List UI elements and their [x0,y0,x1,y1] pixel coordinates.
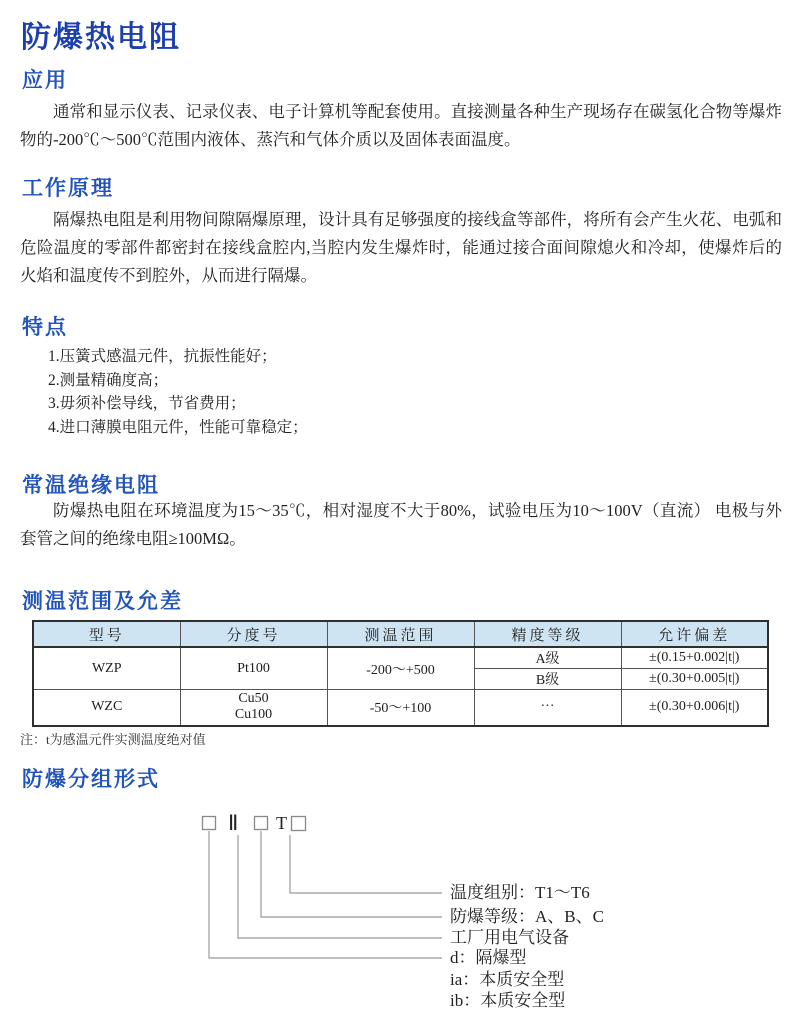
cell-grade-wzc: ··· [474,690,621,726]
connector-line-grade [261,831,442,917]
application-paragraph: 通常和显示仪表、记录仪表、电子计算机等配套使用。直接测量各种生产现场存在碳氢化合物等爆炸物的-200℃～500℃范围内液体、蒸汽和气体介质以及固体表面温度。 [20,102,782,149]
insulation-paragraph: 防爆热电阻在环境温度为15～35℃，相对湿度不大于80%，试验电压为10～100V（直流） 电极与外套管之间的绝缘电阻≥100MΩ。 [20,501,782,548]
cell-tolerance-wzc: ±(0.30+0.006|t|) [621,690,768,726]
code-symbol-roman-two: Ⅱ [228,811,239,835]
feature-item: 3.毋须补偿导线，节省费用； [48,395,246,412]
diagram-label-factory-equipment: 工厂用电气设备 [450,928,569,947]
diagram-label-intrinsic-ib: ib：本质安全型 [450,991,566,1010]
cell-grade-b: B级 [474,669,621,690]
section-heading-features: 特点 [22,316,68,339]
connector-line-factory [238,835,442,938]
col-header-range: 测温范围 [327,621,474,647]
cell-graduation-cu100: Cu100 [234,707,273,723]
section-heading-insulation: 常温绝缘电阻 [22,474,160,497]
col-header-model: 型号 [33,621,180,647]
section-heading-application: 应用 [22,69,68,92]
section-heading-grouping: 防爆分组形式 [22,768,160,791]
connector-line-temp-group [290,835,442,893]
cell-graduation-cu50: Cu50 [238,691,269,707]
cell-tolerance-a: ±(0.15+0.002|t|) [621,647,768,669]
section-heading-principle: 工作原理 [22,177,114,200]
cell-range-wzc: -50～+100 [327,690,474,726]
col-header-graduation: 分度号 [180,621,327,647]
feature-item: 1.压簧式感温元件，抗振性能好； [48,348,277,365]
feature-item: 2.测量精确度高； [48,371,169,389]
code-box-1 [203,817,216,830]
col-header-tolerance: 允许偏差 [621,621,768,647]
cell-graduation-pt100: Pt100 [180,647,327,690]
principle-paragraph: 隔爆热电阻是利用物间隙隔爆原理，设计具有足够强度的接线盒等部件，将所有会产生火花、电弧和危险温度的零部件都密封在接线盒腔内,当腔内发生爆炸时，能通过接合面间隙熄火和冷却，使爆炸后的火焰和温度传不到腔外，从而进行隔爆。 [20,210,782,285]
diagram-label-intrinsic-ia: ia：本质安全型 [450,970,565,989]
diagram-label-explosion-grade: 防爆等级：A、B、C [450,907,604,926]
table-note: 注：t为感温元件实测温度绝对值 [20,732,206,747]
code-symbol-t: T [276,813,287,833]
diagram-label-flameproof: d：隔爆型 [450,948,527,967]
feature-item: 4.进口薄膜电阻元件，性能可靠稳定； [48,418,308,436]
col-header-accuracy: 精度等级 [474,621,621,647]
connector-line-flameproof [209,831,442,958]
code-box-2 [255,817,268,830]
section-heading-range: 测温范围及允差 [22,590,183,613]
cell-range-wzp: -200～+500 [327,647,474,690]
page-title: 防爆热电阻 [21,21,181,54]
cell-grade-a: A级 [474,647,621,669]
cell-model-wzc: WZC [33,690,180,726]
cell-model-wzp: WZP [33,647,180,690]
code-box-3 [292,817,306,831]
cell-tolerance-b: ±(0.30+0.005|t|) [621,669,768,690]
diagram-label-temp-group: 温度组别：T1～T6 [450,883,590,902]
